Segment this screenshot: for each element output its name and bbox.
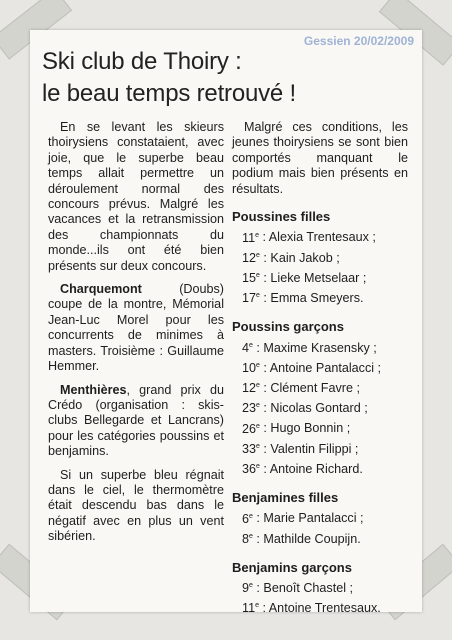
paragraph-intro: En se levant les skieurs thoirysiens constataient, avec joie, que le superbe beau temps allait permettre un déroulement normal des concours prévus. Malgré les vacances et la retransmission des championnats du monde...ils ont été bien présents sur deux concours. [48,120,224,273]
result-row [232,397,408,417]
result-name: : Lieke Metselaar ; [259,271,367,285]
results-section-heading: Poussines filles [232,209,331,225]
result-row [232,597,408,612]
result-name: : Alexia Trentesaux ; [258,230,376,245]
result-rank: 11e [242,230,259,245]
results-list [232,209,408,612]
article-title [42,46,414,110]
result-name: : Antoine Pantalacci ; [259,360,382,375]
result-name: : Kain Jakob ; [259,250,340,265]
paragraph-menthieres [48,383,224,460]
result-name: : Benoît Chastel ; [252,581,354,596]
place-charquemont: Charquemont [60,282,142,297]
place-menthieres: Menthières [60,382,127,397]
newspaper-clipping [30,30,422,612]
paragraph-weather: Si un superbe bleu régnait dans le ciel, le thermomètre était descendu bas dans le négatif avec en plus un vent sibérien. [48,467,224,544]
result-name: : Antoine Richard. [259,461,363,476]
result-name: : Maxime Krasensky ; [252,340,377,355]
menthieres-text: , grand prix du Crédo (organisation : skis-clubs Bellegarde et Lancrans) pour les catégories poussins et benjamins. [48,382,224,459]
result-row [232,577,408,597]
result-name: : Valentin Filippi ; [259,441,359,456]
result-rank: 15e [242,271,260,285]
result-rank: 9e [242,581,253,596]
result-rank: 33e [242,441,260,456]
result-row [232,417,408,437]
result-row [232,357,408,377]
result-name: : Antoine Trentesaux. [258,601,381,612]
results-section-heading: Benjamines filles [232,489,339,505]
source-date-stamp: Gessien 20/02/2009 [303,34,414,48]
result-name: : Clément Favre ; [259,381,361,396]
title-line-2: le beau temps retrouvé ! [42,80,297,107]
result-row [232,507,408,527]
result-rank: 12e [242,250,260,265]
result-rank: 6e [242,511,253,526]
result-rank: 11e [242,601,259,612]
result-name: : Nicolas Gontard ; [259,401,368,416]
result-rank: 36e [242,461,260,476]
result-row [232,247,408,267]
paragraph-charquemont [48,282,224,374]
left-column [48,120,224,553]
result-row [232,287,408,307]
result-rank: 26e [242,421,260,436]
result-rank: 23e [242,401,260,416]
result-row [232,337,408,357]
right-column [232,120,408,612]
results-section-heading: Poussins garçons [232,319,344,335]
result-name: : Marie Pantalacci ; [252,511,364,526]
results-section-heading: Benjamins garçons [232,559,352,575]
result-rank: 17e [242,291,260,306]
result-name: : Hugo Bonnin ; [259,421,351,436]
result-row [232,267,408,287]
result-row [232,377,408,397]
title-line-1: Ski club de Thoiry : [42,48,242,75]
charquemont-text: (Doubs) coupe de la montre, Mémorial Jean-Luc Morel pour les concurrents de minimes à masters. Troisième : Guillaume Hemmer. [48,282,224,374]
result-row [232,528,408,548]
result-name: : Emma Smeyers. [259,291,364,306]
result-rank: 8e [242,531,253,546]
result-name: : Mathilde Coupijn. [252,531,361,546]
result-row [232,438,408,458]
result-rank: 4e [242,340,253,355]
paragraph-conditions: Malgré ces conditions, les jeunes thoirysiens se sont bien comportés manquant le podium mais bien présents en résultats. [232,120,408,196]
result-rank: 10e [242,360,260,375]
result-row [232,458,408,478]
result-rank: 12e [242,381,260,396]
result-row [232,226,408,246]
